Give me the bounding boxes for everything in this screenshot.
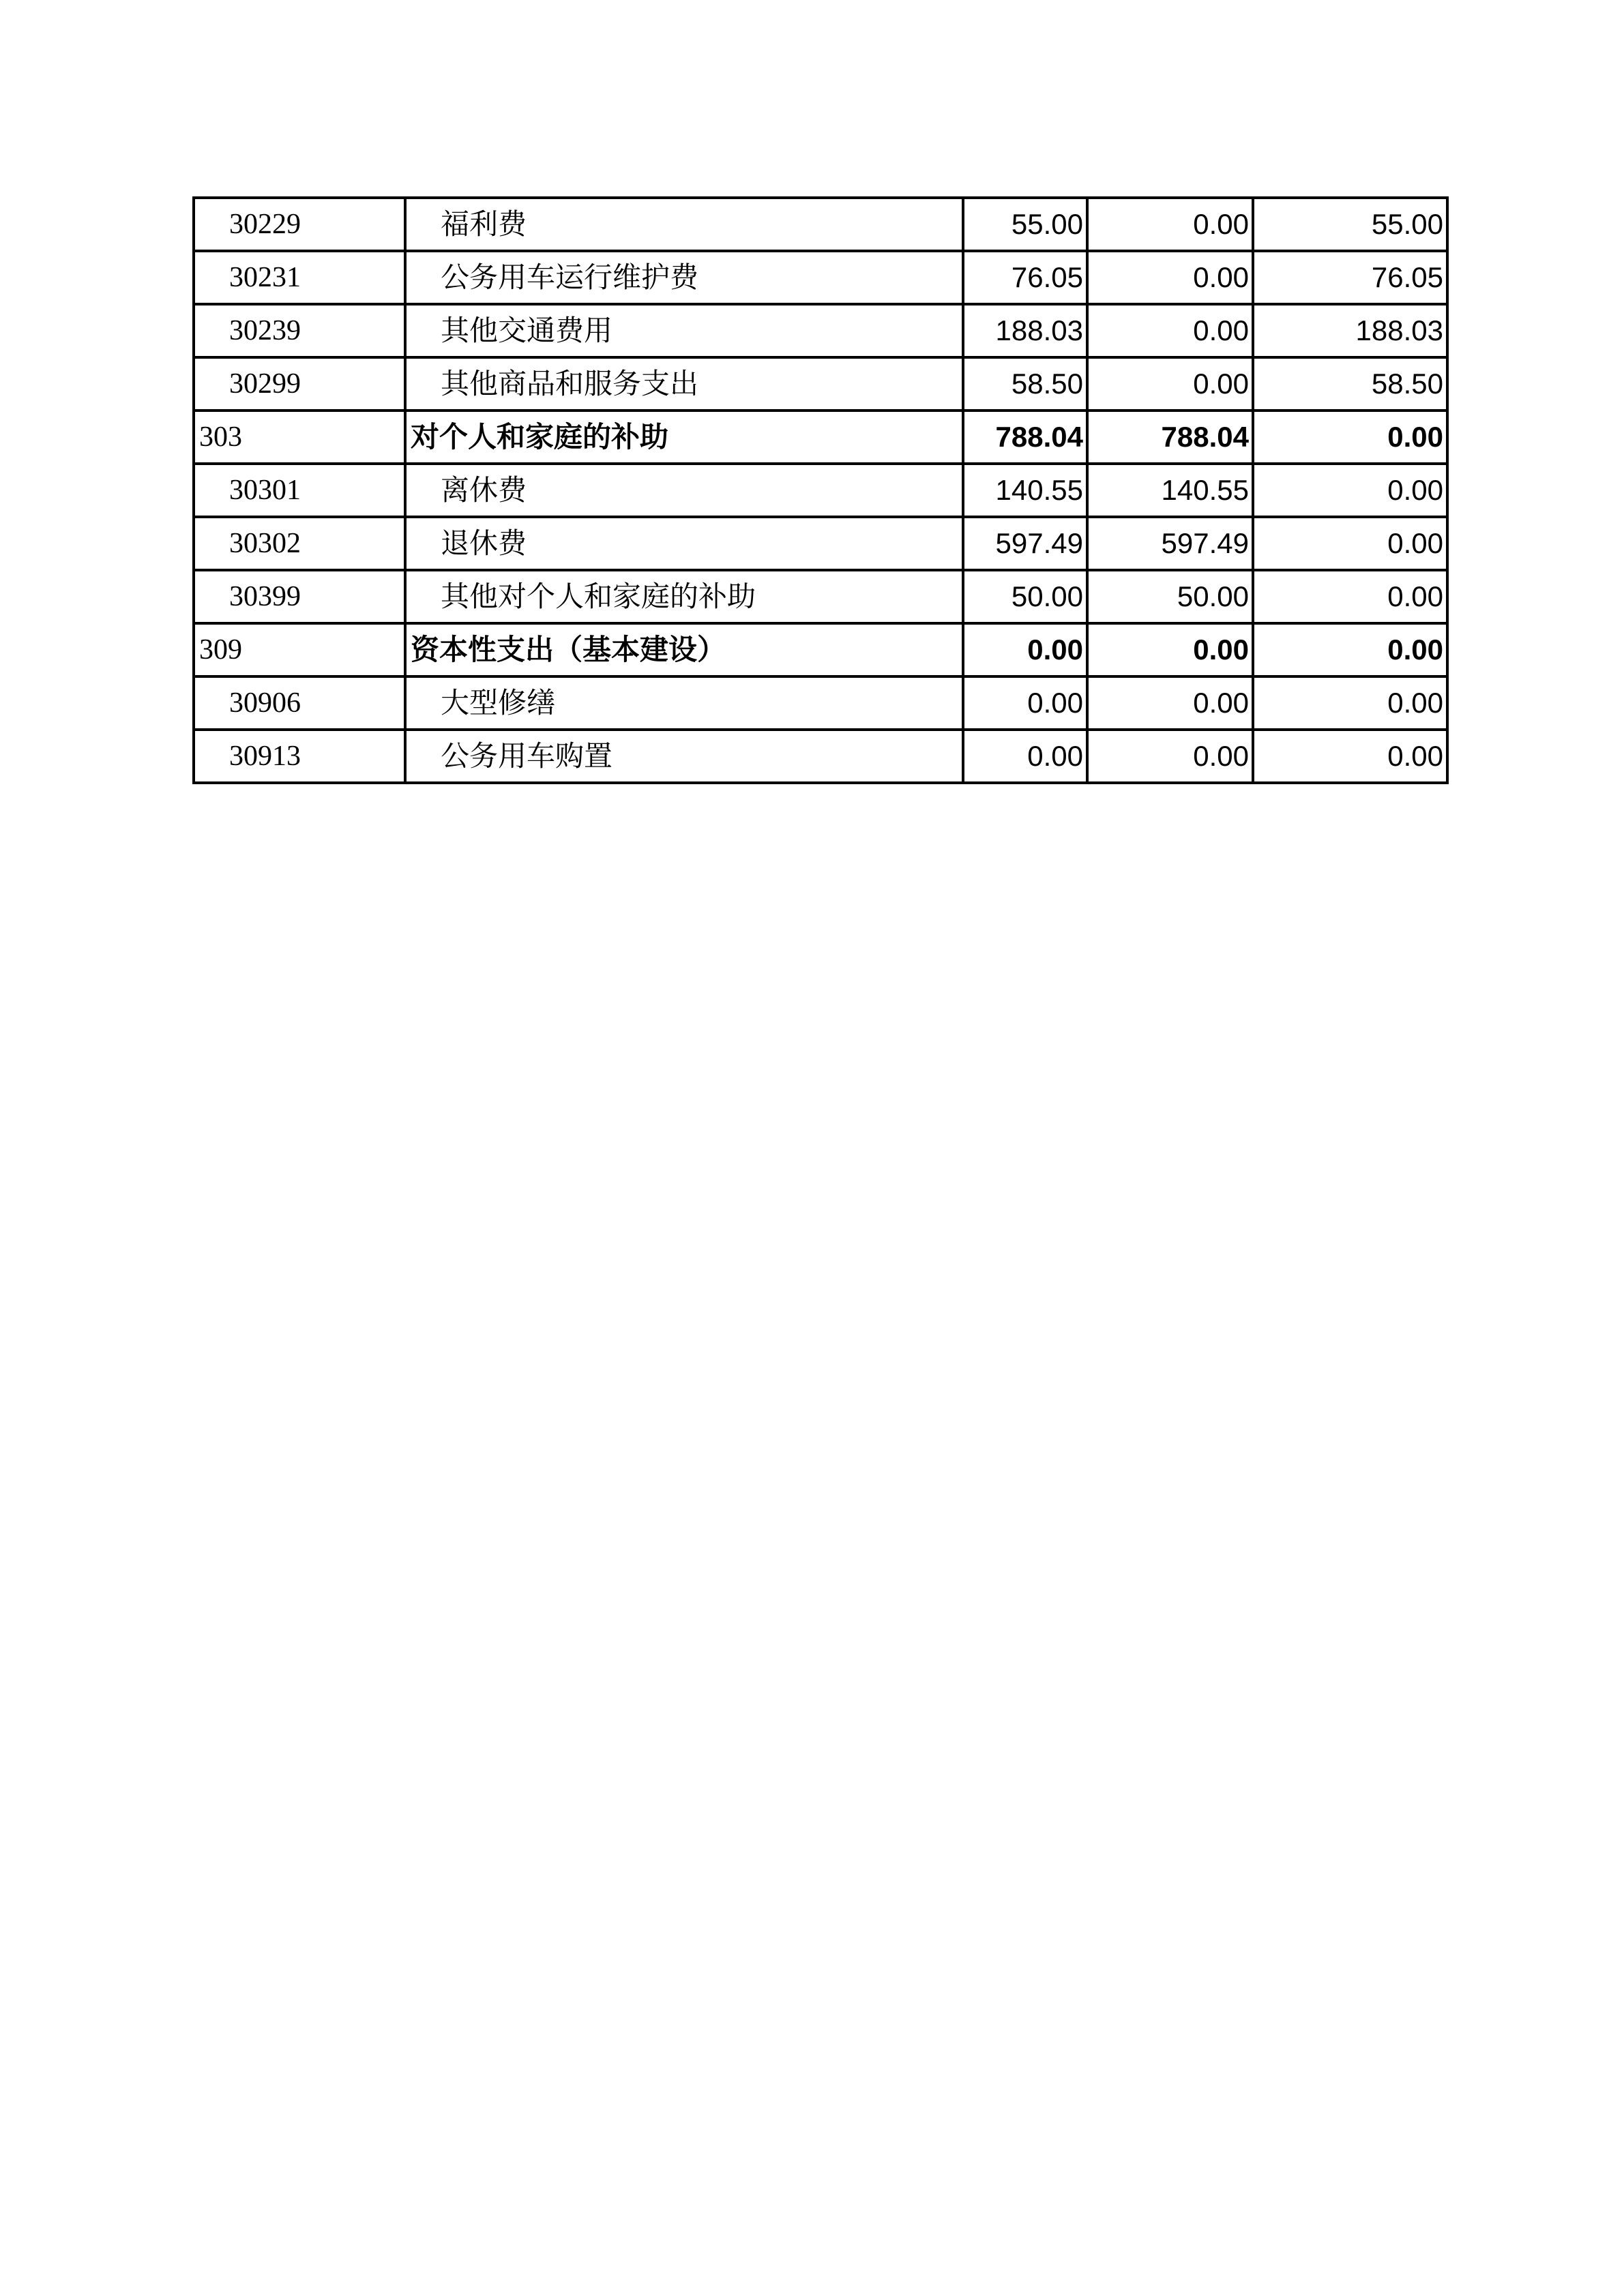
public-amount: 0.00 bbox=[1253, 623, 1447, 676]
basic-amount: 0.00 bbox=[1087, 304, 1253, 357]
basic-amount: 788.04 bbox=[1087, 411, 1253, 464]
total-amount: 50.00 bbox=[963, 570, 1087, 623]
public-amount: 0.00 bbox=[1253, 517, 1447, 570]
basic-amount: 0.00 bbox=[1087, 730, 1253, 783]
basic-amount: 0.00 bbox=[1087, 251, 1253, 304]
table-row bbox=[194, 198, 1447, 251]
item-name: 公务用车运行维护费 bbox=[405, 251, 963, 304]
public-amount: 55.00 bbox=[1253, 198, 1447, 251]
category-name: 对个人和家庭的补助 bbox=[405, 411, 963, 464]
public-amount: 0.00 bbox=[1253, 411, 1447, 464]
table-row bbox=[194, 730, 1447, 783]
basic-amount: 0.00 bbox=[1087, 357, 1253, 411]
category-code: 303 bbox=[194, 411, 405, 464]
table-row bbox=[194, 251, 1447, 304]
total-amount: 55.00 bbox=[963, 198, 1087, 251]
item-name: 大型修缮 bbox=[405, 676, 963, 730]
public-amount: 0.00 bbox=[1253, 570, 1447, 623]
public-amount: 0.00 bbox=[1253, 676, 1447, 730]
economic-code: 30229 bbox=[194, 198, 405, 251]
public-amount: 188.03 bbox=[1253, 304, 1447, 357]
total-amount: 597.49 bbox=[963, 517, 1087, 570]
basic-amount: 50.00 bbox=[1087, 570, 1253, 623]
item-name: 其他商品和服务支出 bbox=[405, 357, 963, 411]
economic-code: 30239 bbox=[194, 304, 405, 357]
economic-code: 30299 bbox=[194, 357, 405, 411]
item-name: 其他交通费用 bbox=[405, 304, 963, 357]
economic-code: 30302 bbox=[194, 517, 405, 570]
table-row bbox=[194, 676, 1447, 730]
basic-amount: 140.55 bbox=[1087, 464, 1253, 517]
item-name: 福利费 bbox=[405, 198, 963, 251]
table-row bbox=[194, 464, 1447, 517]
total-amount: 0.00 bbox=[963, 730, 1087, 783]
category-name: 资本性支出（基本建设） bbox=[405, 623, 963, 676]
basic-amount: 0.00 bbox=[1087, 676, 1253, 730]
economic-code: 30913 bbox=[194, 730, 405, 783]
item-name: 其他对个人和家庭的补助 bbox=[405, 570, 963, 623]
total-amount: 188.03 bbox=[963, 304, 1087, 357]
economic-code: 30399 bbox=[194, 570, 405, 623]
total-amount: 788.04 bbox=[963, 411, 1087, 464]
item-name: 离休费 bbox=[405, 464, 963, 517]
total-amount: 0.00 bbox=[963, 676, 1087, 730]
table-row bbox=[194, 570, 1447, 623]
total-amount: 76.05 bbox=[963, 251, 1087, 304]
basic-amount: 597.49 bbox=[1087, 517, 1253, 570]
economic-code: 30906 bbox=[194, 676, 405, 730]
category-row bbox=[194, 411, 1447, 464]
total-amount: 140.55 bbox=[963, 464, 1087, 517]
category-row bbox=[194, 623, 1447, 676]
item-name: 公务用车购置 bbox=[405, 730, 963, 783]
basic-amount: 0.00 bbox=[1087, 623, 1253, 676]
item-name: 退休费 bbox=[405, 517, 963, 570]
table-row bbox=[194, 357, 1447, 411]
total-amount: 0.00 bbox=[963, 623, 1087, 676]
public-amount: 76.05 bbox=[1253, 251, 1447, 304]
public-amount: 0.00 bbox=[1253, 730, 1447, 783]
category-code: 309 bbox=[194, 623, 405, 676]
public-amount: 58.50 bbox=[1253, 357, 1447, 411]
table-row bbox=[194, 517, 1447, 570]
public-amount: 0.00 bbox=[1253, 464, 1447, 517]
expenditure-table bbox=[192, 196, 1449, 784]
expenditure-table-body bbox=[194, 198, 1447, 783]
basic-amount: 0.00 bbox=[1087, 198, 1253, 251]
total-amount: 58.50 bbox=[963, 357, 1087, 411]
economic-code: 30301 bbox=[194, 464, 405, 517]
economic-code: 30231 bbox=[194, 251, 405, 304]
table-row bbox=[194, 304, 1447, 357]
